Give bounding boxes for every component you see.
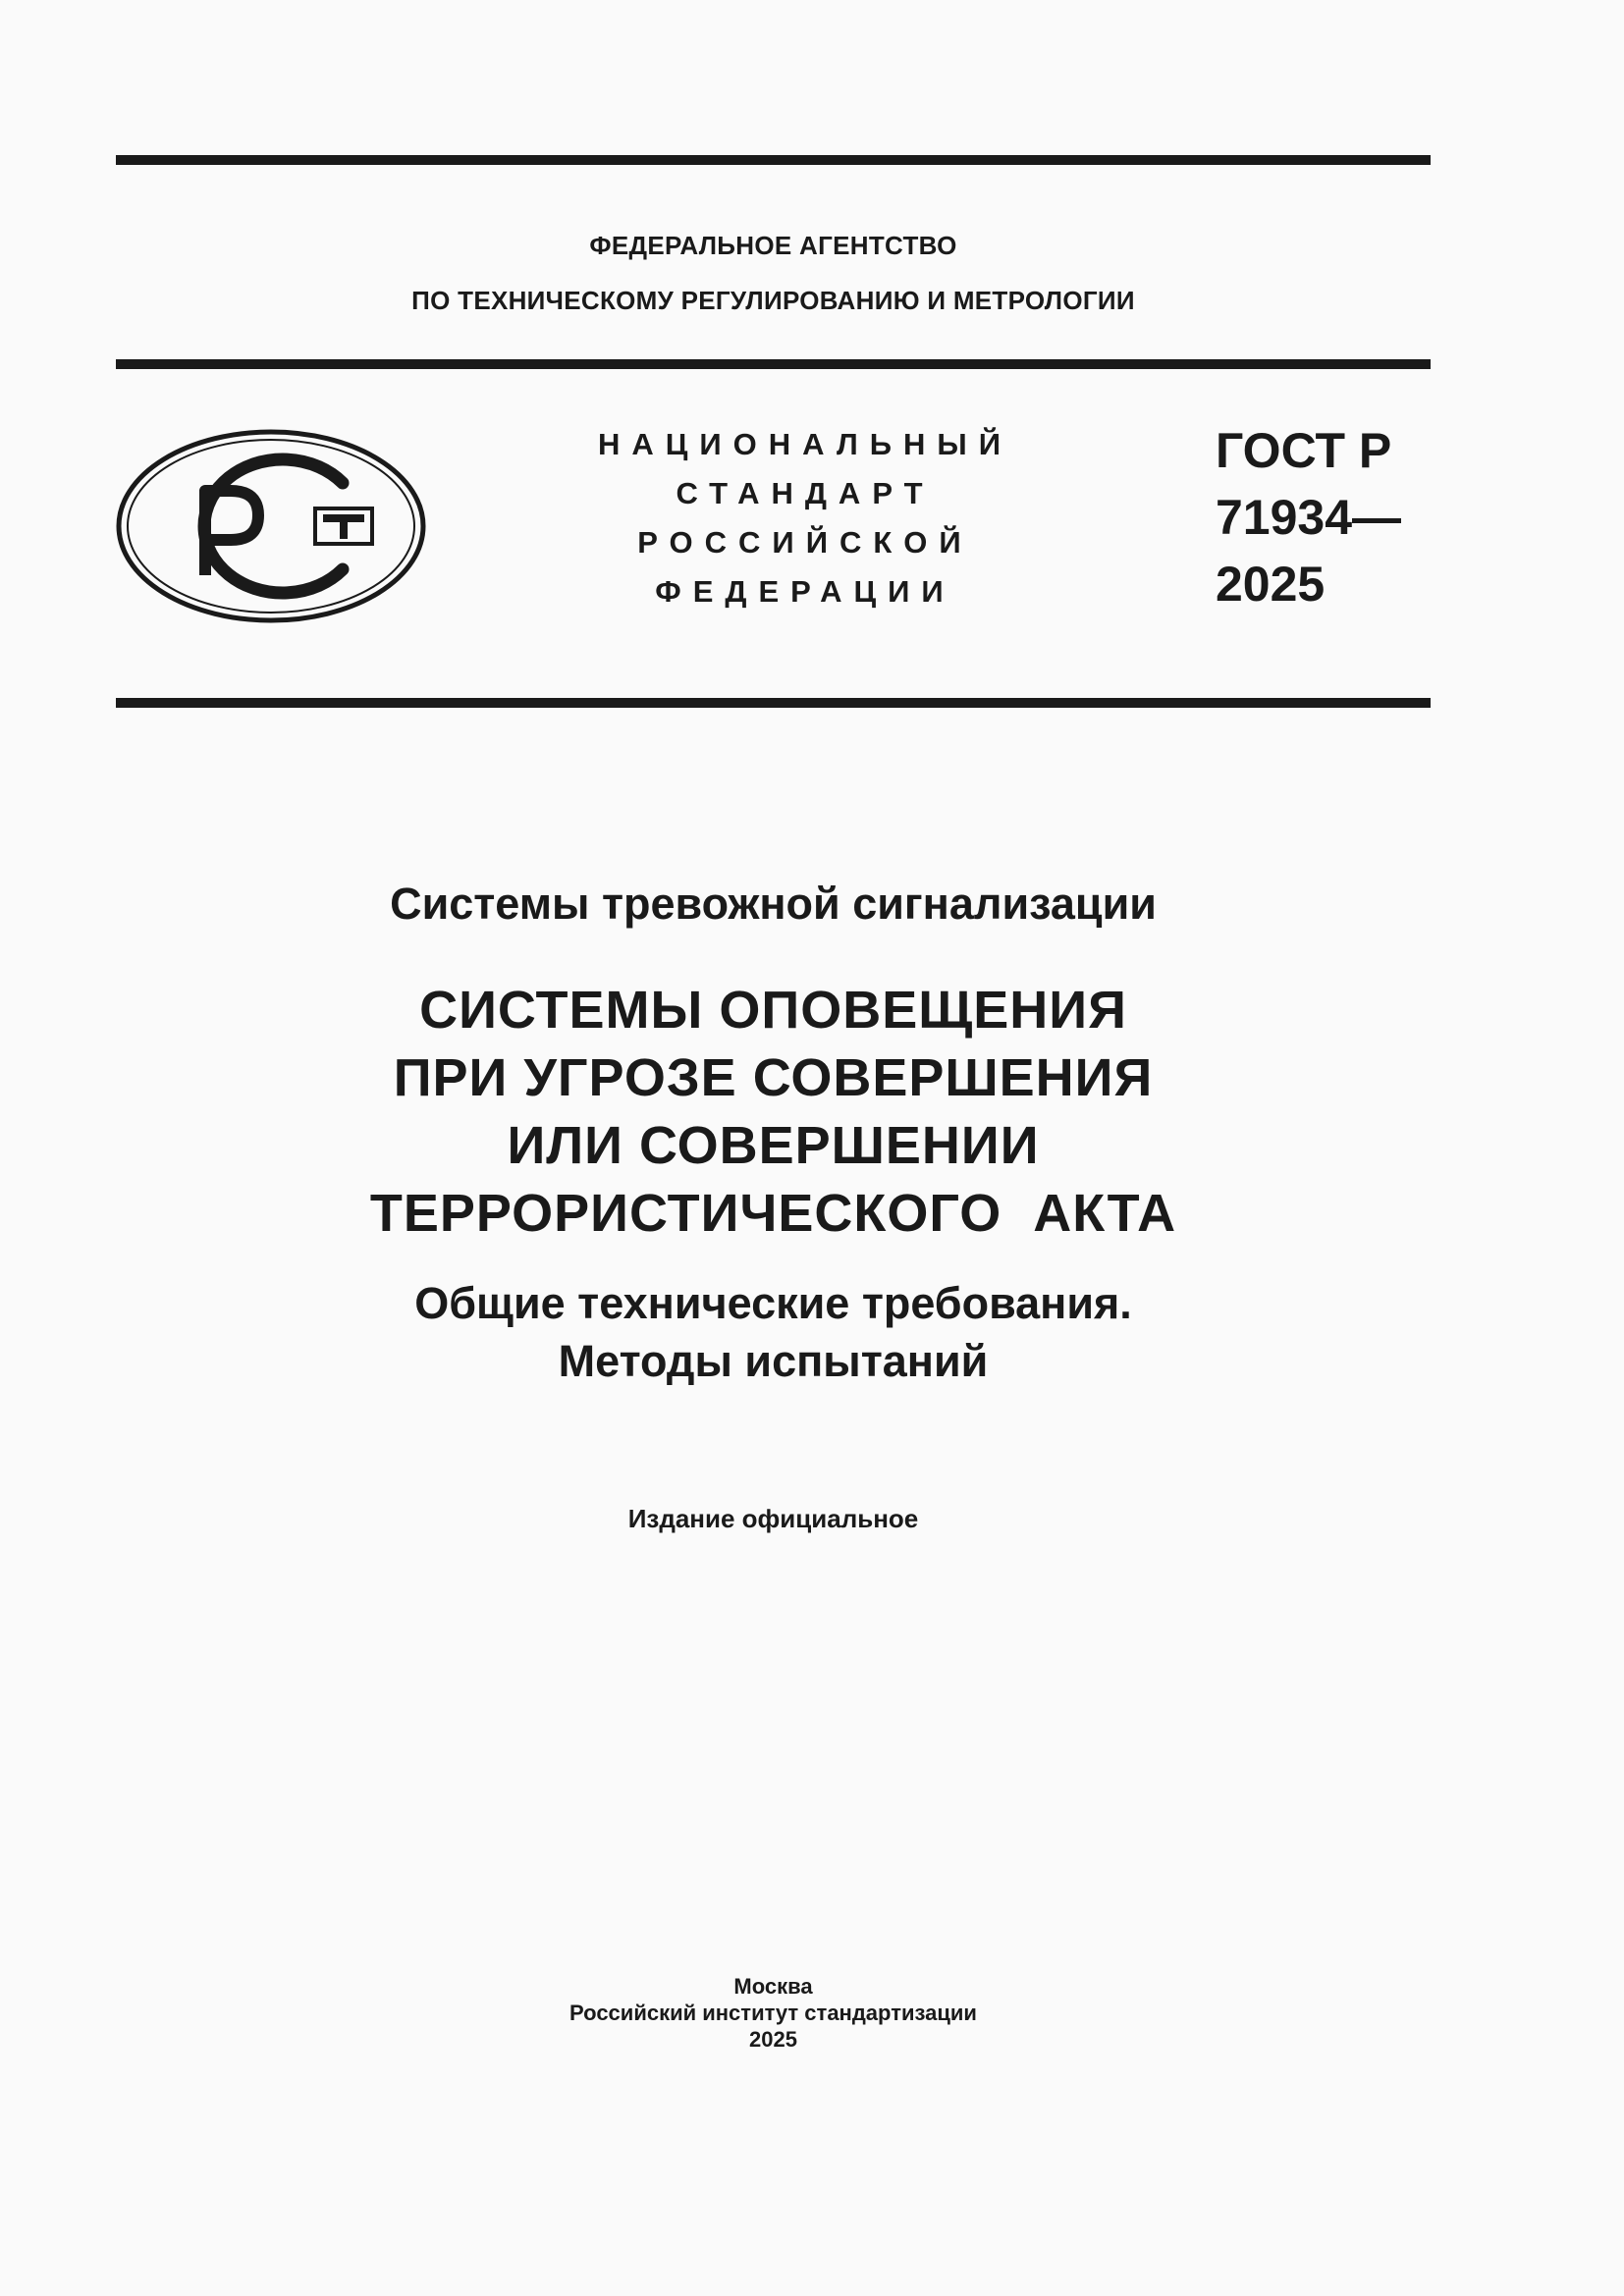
sub-title	[116, 1274, 1431, 1390]
main-title-line-4: ТЕРРОРИСТИЧЕСКОГО АКТА	[369, 1184, 1177, 1243]
imprint-city: Москва	[733, 1974, 813, 1999]
main-title-line-2: ПРИ УГРОЗЕ СОВЕРШЕНИЯ	[393, 1048, 1154, 1107]
imprint-block	[116, 1973, 1431, 2053]
imprint-year: 2025	[749, 2027, 797, 2052]
agency-line-1: ФЕДЕРАЛЬНОЕ АГЕНТСТВО	[589, 231, 957, 260]
agency-block	[116, 218, 1431, 328]
standard-type-block	[550, 420, 1060, 616]
designation-line-2: 71934—	[1216, 490, 1402, 545]
edition-label: Издание официальное	[627, 1504, 919, 1533]
sub-title-line-2: Методы испытаний	[558, 1336, 989, 1386]
standard-type-line-2: СТАНДАРТ	[676, 476, 935, 510]
imprint-publisher: Российский институт стандартизации	[569, 2001, 977, 2025]
series-title: Системы тревожной сигнализации	[390, 879, 1157, 929]
standard-type-line-3: РОССИЙСКОЙ	[637, 525, 973, 560]
designation-line-1: ГОСТ Р	[1216, 423, 1392, 478]
designation-line-3: 2025	[1216, 557, 1326, 612]
middle-rule	[116, 698, 1431, 708]
standard-type-line-1: НАЦИОНАЛЬНЫЙ	[597, 427, 1013, 461]
standard-type-line-4: ФЕДЕРАЦИИ	[655, 574, 955, 609]
rst-certification-mark-icon	[115, 428, 427, 624]
main-title-line-1: СИСТЕМЫ ОПОВЕЩЕНИЯ	[419, 981, 1127, 1040]
sub-title-line-1: Общие технические требования.	[414, 1278, 1132, 1328]
header-rule	[116, 359, 1431, 369]
main-title	[116, 977, 1431, 1248]
designation-block	[1216, 417, 1401, 617]
agency-line-2: ПО ТЕХНИЧЕСКОМУ РЕГУЛИРОВАНИЮ И МЕТРОЛОГИИ	[411, 286, 1135, 315]
main-title-line-3: ИЛИ СОВЕРШЕНИИ	[507, 1116, 1040, 1175]
top-rule	[116, 155, 1431, 165]
